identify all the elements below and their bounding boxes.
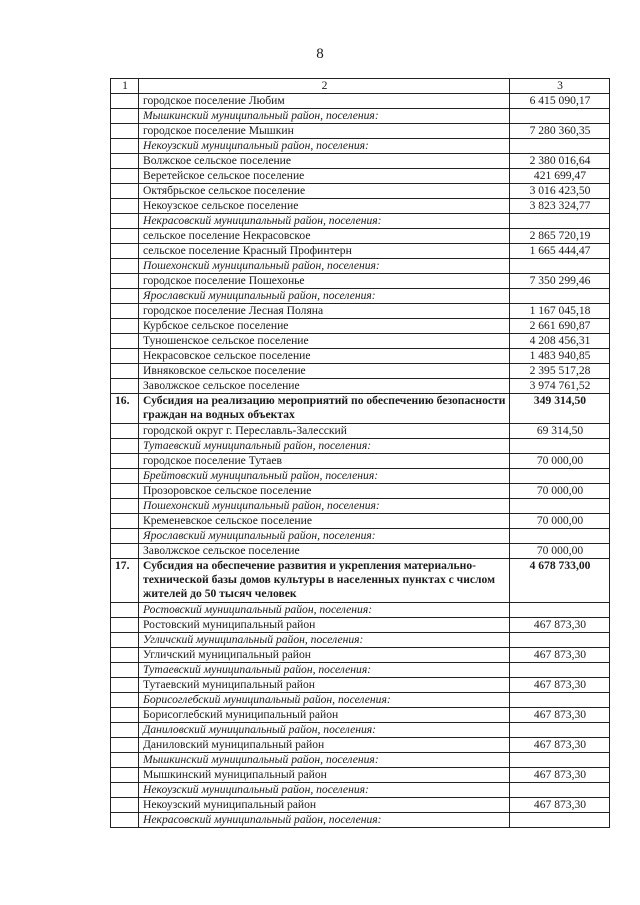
amount-empty [510,139,610,154]
district-row [111,529,610,544]
district-label: Некоузский муниципальный район, поселения: [139,139,510,154]
settlement-name: городское поселение Тутаев [139,454,510,469]
row-number-empty [111,379,139,394]
amount: 70 000,00 [510,544,610,559]
amount: 3 974 761,52 [510,379,610,394]
district-label: Пошехонский муниципальный район, поселения: [139,259,510,274]
district-row [111,289,610,304]
section-title: Субсидия на обеспечение развития и укрепления материально-технической базы домов культуры в населенных пунктах с числом жителей до 50 тысяч человек [139,559,510,603]
amount-empty [510,259,610,274]
amount: 467 873,30 [510,738,610,753]
row-number-empty [111,184,139,199]
district-row [111,439,610,454]
table-row [111,229,610,244]
district-label: Мышкинский муниципальный район, поселения: [139,753,510,768]
amount-empty [510,753,610,768]
table-row [111,274,610,289]
row-number-empty [111,469,139,484]
amount: 2 661 690,87 [510,319,610,334]
amount: 467 873,30 [510,708,610,723]
row-number-empty [111,259,139,274]
table-row [111,169,610,184]
amount: 2 865 720,19 [510,229,610,244]
table-row [111,379,610,394]
row-number-empty [111,109,139,124]
district-row [111,783,610,798]
section-row [111,394,610,424]
row-number-empty [111,708,139,723]
amount-empty [510,499,610,514]
table-row [111,768,610,783]
table-row [111,184,610,199]
settlement-name: Борисоглебский муниципальный район [139,708,510,723]
amount-empty [510,529,610,544]
row-number-empty [111,274,139,289]
district-label: Брейтовский муниципальный район, поселения: [139,469,510,484]
row-number-empty [111,544,139,559]
amount: 467 873,30 [510,798,610,813]
row-number-empty [111,499,139,514]
row-number-empty [111,349,139,364]
settlement-name: Волжское сельское поселение [139,154,510,169]
section-number: 16. [111,394,139,424]
settlement-name: Курбское сельское поселение [139,319,510,334]
district-label: Мышкинский муниципальный район, поселения: [139,109,510,124]
district-label: Ярославский муниципальный район, поселения: [139,529,510,544]
amount: 69 314,50 [510,424,610,439]
settlement-name: Мышкинский муниципальный район [139,768,510,783]
row-number-empty [111,484,139,499]
row-number-empty [111,214,139,229]
amount: 3 016 423,50 [510,184,610,199]
row-number-empty [111,798,139,813]
table-row [111,514,610,529]
row-number-empty [111,753,139,768]
district-row [111,753,610,768]
settlement-name: Ивняковское сельское поселение [139,364,510,379]
amount-empty [510,663,610,678]
amount: 467 873,30 [510,618,610,633]
row-number-empty [111,364,139,379]
amount-empty [510,723,610,738]
row-number-empty [111,229,139,244]
district-row [111,499,610,514]
settlement-name: Заволжское сельское поселение [139,379,510,394]
row-number-empty [111,813,139,828]
settlement-name: Прозоровское сельское поселение [139,484,510,499]
settlement-name: Тутаевский муниципальный район [139,678,510,693]
district-row [111,723,610,738]
row-number-empty [111,693,139,708]
section-total: 4 678 733,00 [510,559,610,603]
district-label: Угличский муниципальный район, поселения: [139,633,510,648]
table-header-row [111,79,610,94]
table-row [111,708,610,723]
settlement-name: городское поселение Любим [139,94,510,109]
section-total: 349 314,50 [510,394,610,424]
amount-empty [510,289,610,304]
table-row [111,304,610,319]
district-row [111,259,610,274]
row-number-empty [111,663,139,678]
header-col-1: 1 [111,79,139,94]
table-row [111,678,610,693]
amount-empty [510,214,610,229]
row-number-empty [111,439,139,454]
district-label: Пошехонский муниципальный район, поселения: [139,499,510,514]
row-number-empty [111,678,139,693]
amount-empty [510,783,610,798]
table-row [111,94,610,109]
amount: 3 823 324,77 [510,199,610,214]
settlement-name: сельское поселение Некрасовское [139,229,510,244]
amount: 467 873,30 [510,768,610,783]
settlement-name: Угличский муниципальный район [139,648,510,663]
amount: 467 873,30 [510,678,610,693]
district-row [111,109,610,124]
amount: 1 665 444,47 [510,244,610,259]
table-row [111,154,610,169]
section-row [111,559,610,603]
district-label: Тутаевский муниципальный район, поселения: [139,663,510,678]
settlement-name: Некрасовское сельское поселение [139,349,510,364]
row-number-empty [111,139,139,154]
row-number-empty [111,633,139,648]
amount: 70 000,00 [510,514,610,529]
settlement-name: городской округ г. Переславль-Залесский [139,424,510,439]
header-col-2: 2 [139,79,510,94]
table-row [111,334,610,349]
amount: 6 415 090,17 [510,94,610,109]
table-row [111,199,610,214]
amount: 7 350 299,46 [510,274,610,289]
row-number-empty [111,304,139,319]
table-row [111,364,610,379]
amount: 4 208 456,31 [510,334,610,349]
amount: 467 873,30 [510,648,610,663]
amount: 70 000,00 [510,484,610,499]
amount-empty [510,109,610,124]
settlement-name: Кременевское сельское поселение [139,514,510,529]
row-number-empty [111,169,139,184]
row-number-empty [111,154,139,169]
settlement-name: сельское поселение Красный Профинтерн [139,244,510,259]
amount: 421 699,47 [510,169,610,184]
district-label: Тутаевский муниципальный район, поселения: [139,439,510,454]
settlement-name: Некоузский муниципальный район [139,798,510,813]
district-label: Некрасовский муниципальный район, поселения: [139,214,510,229]
amount-empty [510,439,610,454]
row-number-empty [111,618,139,633]
row-number-empty [111,603,139,618]
table-row [111,319,610,334]
district-row [111,214,610,229]
amount: 7 280 360,35 [510,124,610,139]
table-row [111,349,610,364]
district-row [111,139,610,154]
row-number-empty [111,199,139,214]
district-row [111,603,610,618]
amount-empty [510,603,610,618]
table-row [111,618,610,633]
amount-empty [510,633,610,648]
row-number-empty [111,334,139,349]
table-row [111,738,610,753]
settlement-name: городское поселение Лесная Поляна [139,304,510,319]
amount: 2 395 517,28 [510,364,610,379]
row-number-empty [111,514,139,529]
district-row [111,633,610,648]
amount: 1 483 940,85 [510,349,610,364]
row-number-empty [111,529,139,544]
district-label: Некрасовский муниципальный район, поселения: [139,813,510,828]
district-label: Некоузский муниципальный район, поселения: [139,783,510,798]
settlement-name: Даниловский муниципальный район [139,738,510,753]
row-number-empty [111,768,139,783]
amount-empty [510,693,610,708]
settlement-name: городское поселение Мышкин [139,124,510,139]
settlement-name: Веретейское сельское поселение [139,169,510,184]
amount: 1 167 045,18 [510,304,610,319]
row-number-empty [111,783,139,798]
district-row [111,693,610,708]
settlement-name: Заволжское сельское поселение [139,544,510,559]
district-label: Ярославский муниципальный район, поселения: [139,289,510,304]
row-number-empty [111,723,139,738]
table-row [111,454,610,469]
row-number-empty [111,738,139,753]
subsidy-table [110,78,610,828]
row-number-empty [111,94,139,109]
district-row [111,469,610,484]
table-row [111,124,610,139]
settlement-name: Ростовский муниципальный район [139,618,510,633]
settlement-name: Некоузское сельское поселение [139,199,510,214]
row-number-empty [111,424,139,439]
settlement-name: городское поселение Пошехонье [139,274,510,289]
page-number: 8 [316,46,324,62]
amount-empty [510,813,610,828]
district-row [111,663,610,678]
amount-empty [510,469,610,484]
table-row [111,798,610,813]
amount: 70 000,00 [510,454,610,469]
row-number-empty [111,648,139,663]
settlement-name: Октябрьское сельское поселение [139,184,510,199]
row-number-empty [111,454,139,469]
table-row [111,424,610,439]
row-number-empty [111,319,139,334]
table-row [111,648,610,663]
amount: 2 380 016,64 [510,154,610,169]
table-row [111,484,610,499]
district-label: Даниловский муниципальный район, поселения: [139,723,510,738]
table-row [111,244,610,259]
district-label: Ростовский муниципальный район, поселения: [139,603,510,618]
row-number-empty [111,244,139,259]
table-row [111,544,610,559]
district-row [111,813,610,828]
header-col-3: 3 [510,79,610,94]
section-title: Субсидия на реализацию мероприятий по обеспечению безопасности граждан на водных объектах [139,394,510,424]
row-number-empty [111,124,139,139]
row-number-empty [111,289,139,304]
settlement-name: Туношенское сельское поселение [139,334,510,349]
section-number: 17. [111,559,139,603]
district-label: Борисоглебский муниципальный район, поселения: [139,693,510,708]
